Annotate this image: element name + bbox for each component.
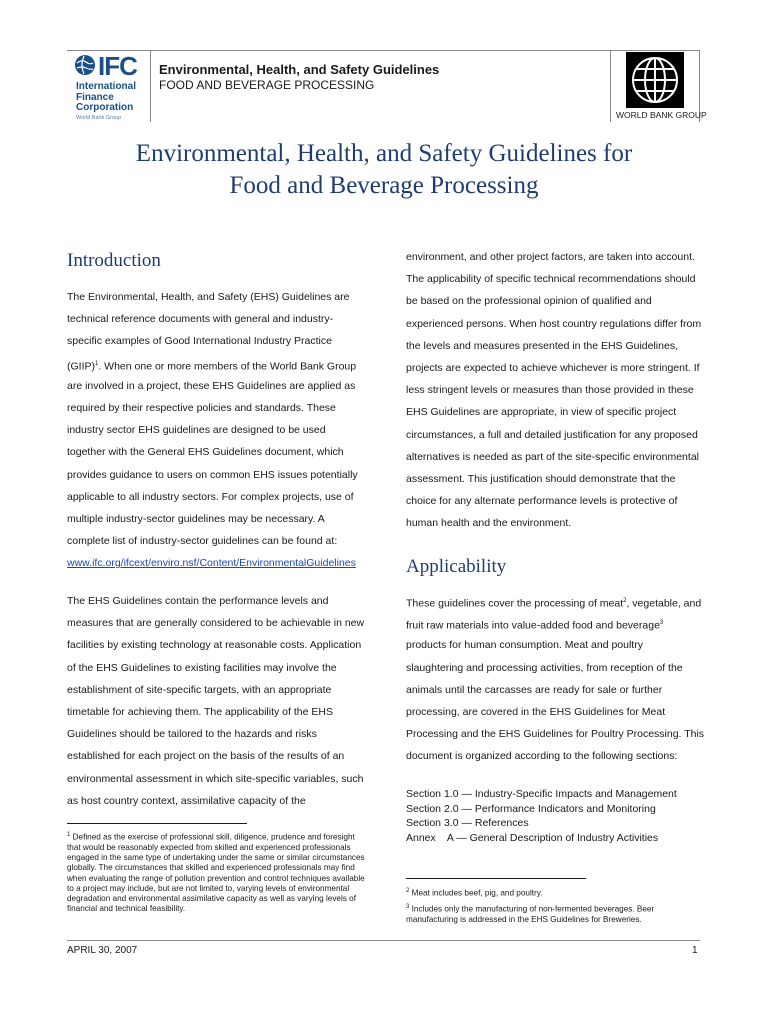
footnotes-2-3 [406, 886, 706, 925]
footer-rule [67, 940, 700, 941]
introduction-paragraph-continued: environment, and other project factors, are taken into account. The applicability of specific technical recommendations should be based on the professional opinion of qualified and experienced persons. When host country regulations differ from the levels and measures presented in the EHS Guidelines, projects are expected to achieve whichever is more stringent. If less stringent levels or measures than those provided in these EHS Guidelines are appropriate, in view of specific project circumstances, a full and detailed justification for any proposed alternatives is needed as part of the site-specific environmental assessment. This justification should demonstrate that the choice for any alternate performance levels is protective of human health and the environment. [406, 251, 702, 530]
header-top-rule [67, 50, 700, 51]
document-title-line-2: Food and Beverage Processing [229, 172, 539, 199]
header-divider-right [610, 50, 611, 122]
header-title: Environmental, Health, and Safety Guidelines [159, 62, 440, 77]
footnote-1: $^1$ Defined as the exercise of professional skill, diligence, prudence and foresight that would be reasonably expected from skilled and experienced professionals engaged in the same type of undertaking under the same or similar circumstances globally. The circumstances that skilled and experienced professionals may find when evaluating the range of pollution prevention and control techniques available to a project may include, but are not limited to, varying levels of environmental degradation and environmental assimilative capacity as well as varying levels of financial and technical feasibility. [67, 832, 365, 914]
header-subtitle: FOOD AND BEVERAGE PROCESSING [159, 78, 375, 92]
applicability-heading: Applicability [406, 556, 507, 577]
footnote-rule-left [67, 823, 247, 824]
section-list-item: Section 2.0 — Performance Indicators and Monitoring [406, 802, 656, 815]
section-list-item: Annex A — General Description of Industry Activities [406, 831, 659, 844]
world-bank-logo [626, 52, 684, 108]
footnote-2: $^2$ Meat includes beef, pig, and poultry. [406, 888, 543, 898]
ifc-name: International Finance Corporation [76, 81, 137, 113]
introduction-paragraph-1: The Environmental, Health, and Safety (EHS) Guidelines are technical reference documents with general and industry- specific examples of Good International Industry Practice (GIIP)$^1$. When one or more members of the World Bank Group are involved in a project, these EHS Guidelines are applied as required by their respective policies and standards. These industry sector EHS guidelines are designed to be used together with the General EHS Guidelines document, which provides guidance to users on common EHS issues potentially applicable to all industry sectors. For complex projects, use of multiple industry-sector guidelines may be necessary. A complete list of industry-sector guidelines can be found at: www.ifc.org/ifcext/enviro.nsf/Content/EnvironmentalGuidelines [67, 291, 358, 570]
ifc-wordmark: IFC [98, 51, 137, 81]
section-list-item: Section 1.0 — Industry-Specific Impacts and Management [406, 788, 677, 800]
header-divider-left [150, 50, 151, 122]
ifc-sub: World Bank Group [76, 115, 122, 121]
footnote-ref-3: 3 [659, 620, 664, 627]
introduction-paragraph-2: The EHS Guidelines contain the performance levels and measures that are generally considered to be achievable in new facilities by existing technology at reasonable costs. Application of the EHS Guidelines to existing facilities may involve the establishment of site-specific targets, with an appropriate timetable for achieving them. The applicability of the EHS Guidelines should be tailored to the hazards and risks established for each project on the basis of the results of an environmental assessment in which site-specific variables, such as host country context, assimilative capacity of the [67, 595, 365, 807]
page-number: 1 [692, 945, 698, 956]
document-title-line-1: Environmental, Health, and Safety Guidelines for [135, 140, 633, 167]
footnote-rule-right [406, 878, 586, 879]
world-bank-globe-icon [626, 52, 684, 108]
section-list-item: Section 3.0 — References [406, 817, 529, 830]
footnote-3: $^3$ Includes only the manufacturing of non-fermented beverages. Beer manufacturing is addressed in the EHS Guidelines for Breweries. [406, 903, 655, 924]
introduction-heading: Introduction [67, 250, 161, 271]
ifc-logo [74, 52, 146, 122]
section-list [406, 787, 677, 845]
footer-date: APRIL 30, 2007 [67, 945, 138, 956]
footnote-ref-2: 2 [623, 598, 627, 604]
ifc-globe-icon [74, 54, 96, 76]
world-bank-label: WORLD BANK GROUP [616, 110, 707, 120]
footnote-ref-1: 1 [95, 360, 99, 367]
ehs-guidelines-link[interactable]: www.ifc.org/ifcext/enviro.nsf/Content/EnvironmentalGuidelines [67, 557, 356, 570]
applicability-paragraph: These guidelines cover the processing of meat$^2$, vegetable, and fruit raw materials into value-added food and beverage$^3$ products for human consumption. Meat and poultry slaughtering and processing activities, from reception of the animals until the carcasses are ready for sale or further processing, are covered in the EHS Guidelines for Meat Processing and the EHS Guidelines for Poultry Processing. This document is organized according to the following sections: [406, 597, 705, 763]
